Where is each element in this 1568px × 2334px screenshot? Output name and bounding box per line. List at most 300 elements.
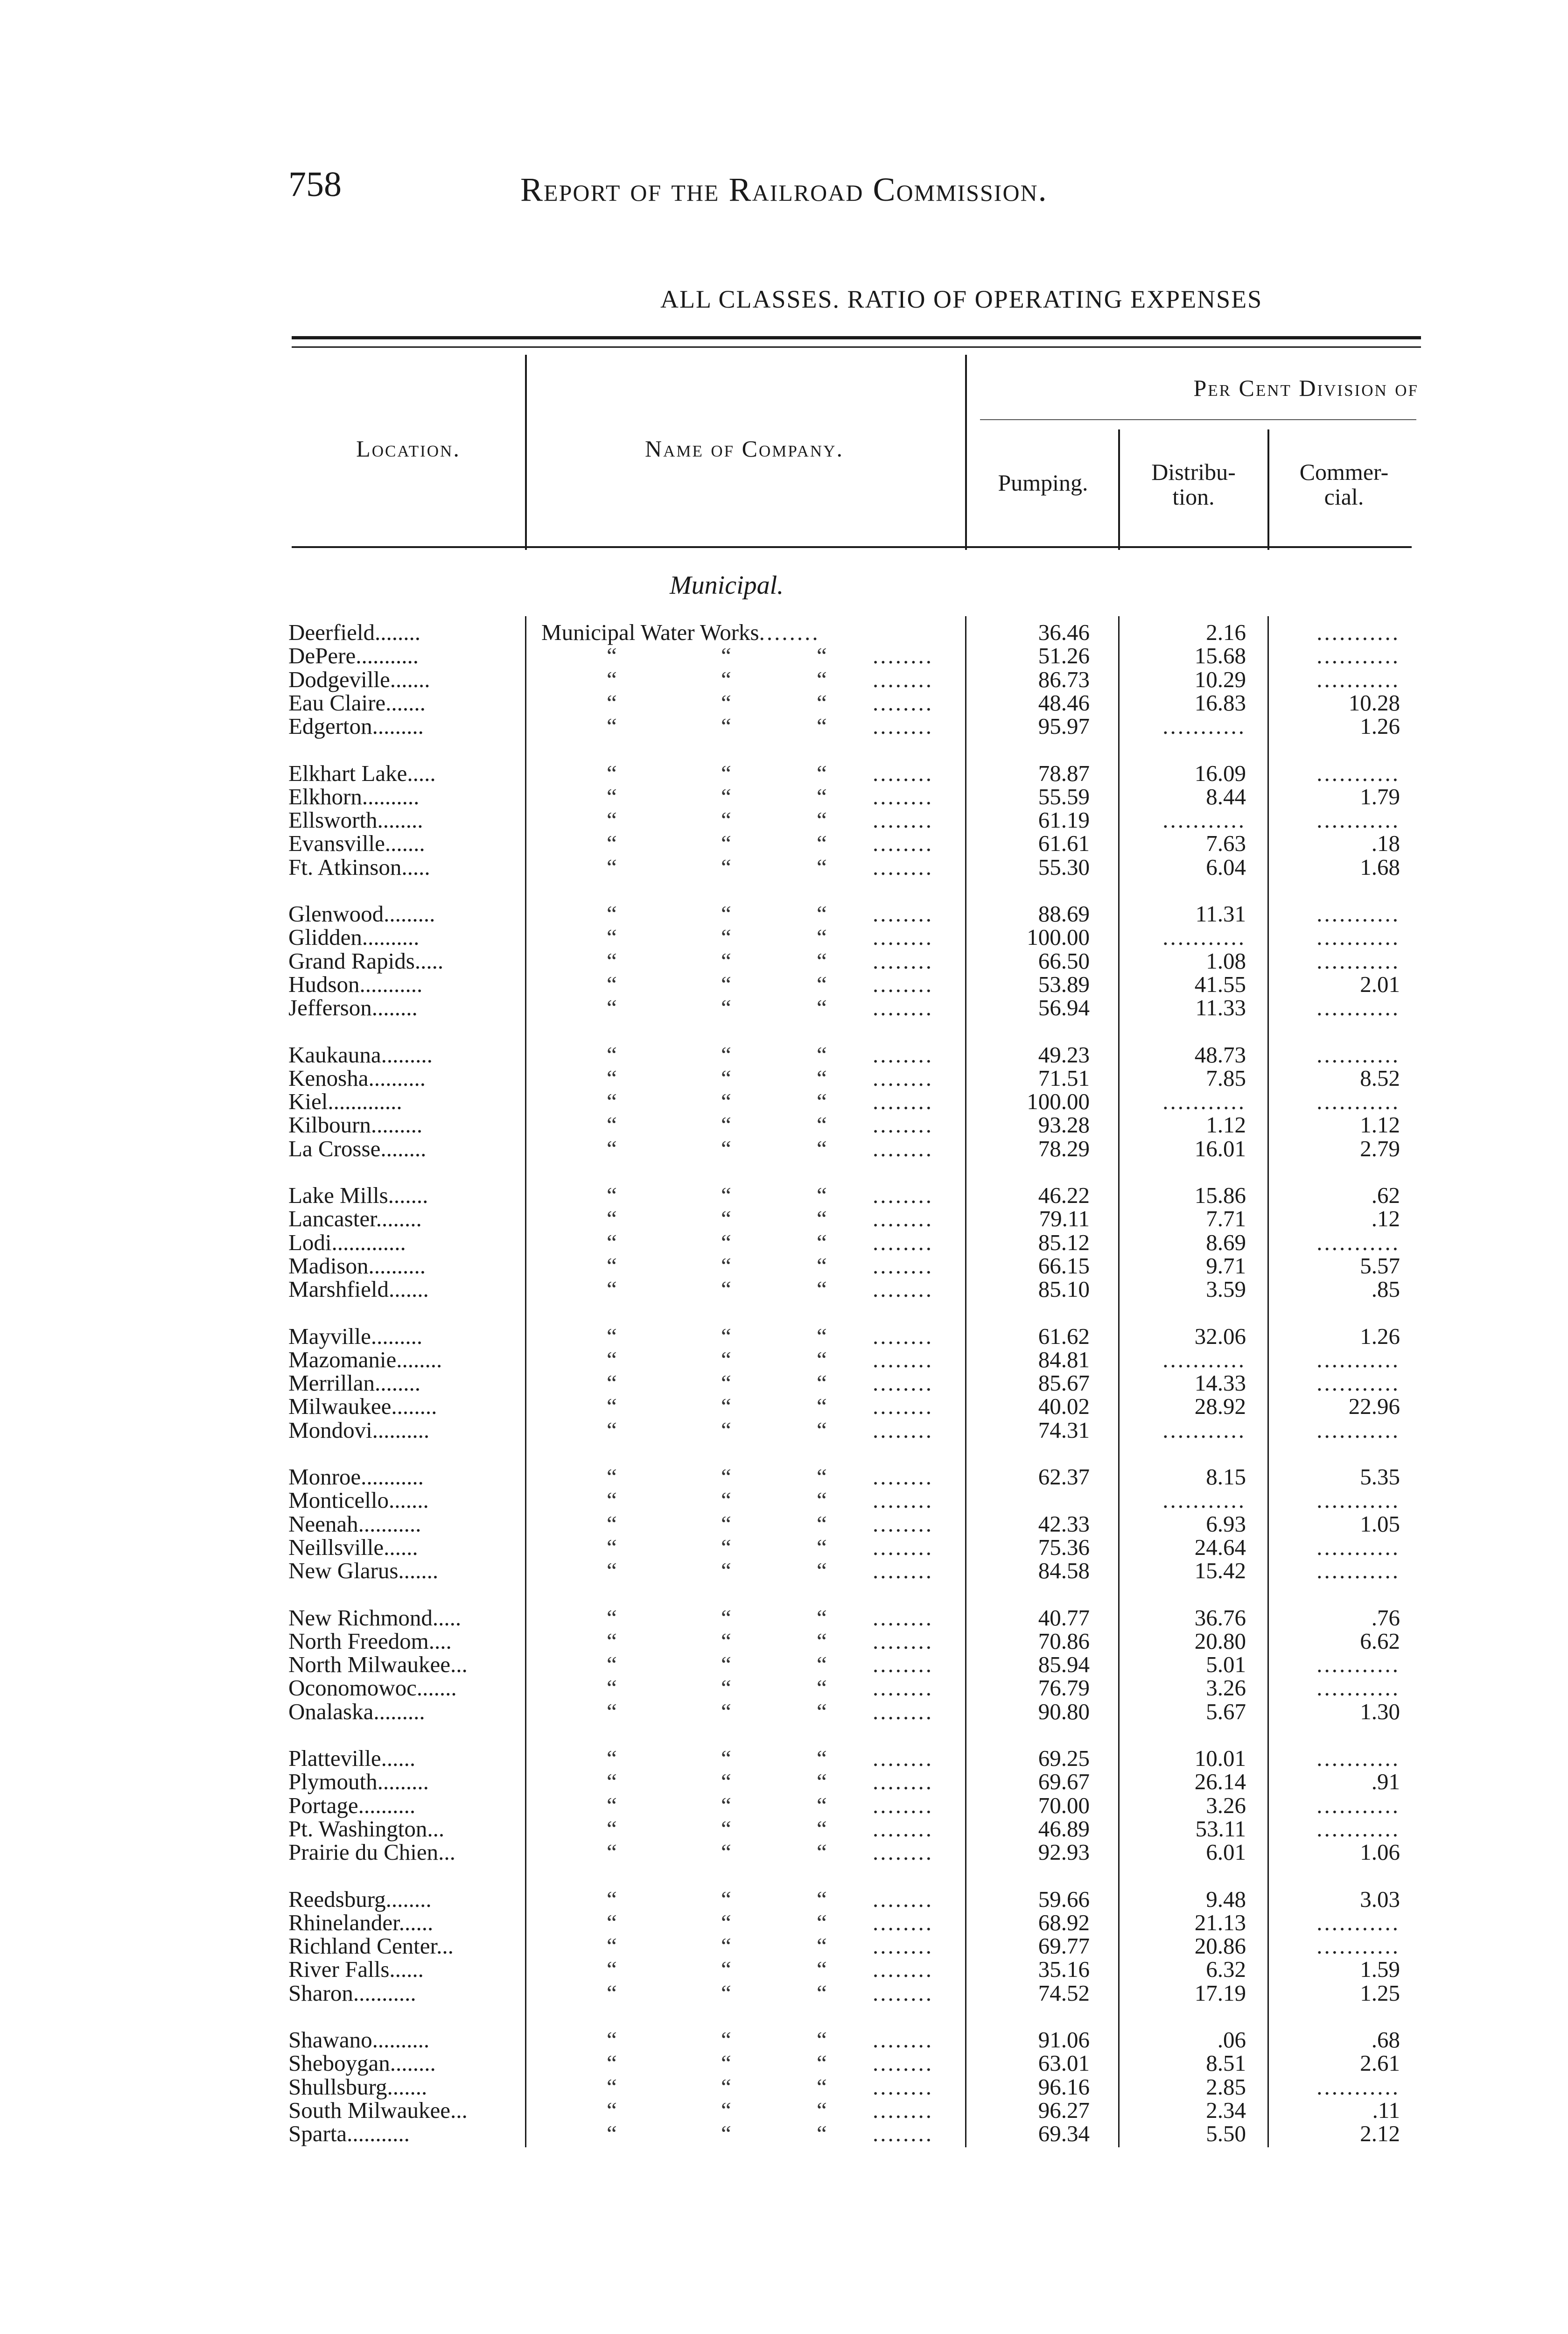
pumping-value: 61.62 (1038, 1323, 1090, 1349)
ditto-mark: “ (721, 1182, 731, 1208)
body-divider (525, 616, 526, 2147)
body-divider (1118, 616, 1120, 2147)
ditto-mark: “ (607, 1370, 617, 1396)
leader-dots: ........ (873, 1370, 933, 1396)
leader-dots: ........ (873, 1206, 933, 1231)
leader-dots: ........ (873, 1323, 933, 1349)
commercial-value: ........... (1316, 807, 1400, 833)
ditto-mark: “ (817, 995, 827, 1020)
location-cell: River Falls...... (288, 1956, 424, 1982)
location-cell: Sparta........... (288, 2121, 410, 2146)
location-cell: New Richmond..... (288, 1605, 462, 1631)
leader-dots: ........ (873, 948, 933, 974)
commercial-value: 2.12 (1360, 2121, 1400, 2146)
ditto-mark: “ (817, 901, 827, 927)
leader-dots: ........ (873, 924, 933, 950)
leader-dots: ........ (873, 1487, 933, 1513)
ditto-mark: “ (721, 1956, 731, 1982)
location-cell: Plymouth......... (288, 1769, 429, 1794)
leader-dots: ........ (873, 1136, 933, 1161)
pumping-value: 66.50 (1038, 948, 1090, 974)
distribution-value: 16.83 (1194, 690, 1246, 716)
ditto-mark: “ (817, 643, 827, 668)
ditto-mark: “ (607, 1839, 617, 1865)
pumping-value: 70.86 (1038, 1628, 1090, 1654)
ditto-mark: “ (817, 1511, 827, 1537)
pumping-value: 35.16 (1038, 1956, 1090, 1982)
distribution-value: 20.80 (1194, 1628, 1246, 1654)
ditto-mark: “ (817, 1276, 827, 1302)
ditto-mark: “ (607, 1112, 617, 1138)
leader-dots: ........ (873, 854, 933, 880)
ditto-mark: “ (607, 948, 617, 974)
ditto-mark: “ (607, 1793, 617, 1818)
ditto-mark: “ (721, 1487, 731, 1513)
location-cell: Dodgeville....... (288, 667, 430, 692)
pumping-value: 53.89 (1038, 971, 1090, 997)
leader-dots: ........ (873, 1816, 933, 1842)
commercial-value: ........... (1316, 1652, 1400, 1677)
ditto-mark: “ (721, 1089, 731, 1114)
distribution-value: 41.55 (1194, 971, 1246, 997)
commercial-value: .62 (1371, 1182, 1400, 1208)
ditto-mark: “ (817, 807, 827, 833)
leader-dots: ........ (873, 2050, 933, 2076)
ditto-mark: “ (721, 690, 731, 716)
ditto-mark: “ (817, 1699, 827, 1724)
leader-dots: ........ (873, 1652, 933, 1677)
column-divider (1267, 429, 1269, 550)
pumping-value: 55.30 (1038, 854, 1090, 880)
pumping-value: 69.34 (1038, 2121, 1090, 2146)
leader-dots: ........ (873, 1910, 933, 1935)
leader-dots: ........ (873, 1769, 933, 1794)
location-cell: Lodi............. (288, 1230, 406, 1255)
leader-dots: ........ (873, 1699, 933, 1724)
distribution-value: 15.86 (1194, 1182, 1246, 1208)
leader-dots: ........ (873, 1464, 933, 1490)
location-header: Location. (356, 436, 461, 462)
location-cell: North Milwaukee... (288, 1652, 468, 1677)
page-number: 758 (288, 165, 342, 204)
location-cell: Oconomowoc....... (288, 1675, 457, 1701)
location-cell: Mazomanie........ (288, 1347, 442, 1372)
ditto-mark: “ (721, 1933, 731, 1959)
ditto-mark: “ (817, 2050, 827, 2076)
pumping-value: 86.73 (1038, 667, 1090, 692)
ditto-mark: “ (817, 1652, 827, 1677)
distribution-value: 5.50 (1206, 2121, 1246, 2146)
column-divider (1118, 429, 1120, 550)
distribution-value: 3.59 (1206, 1276, 1246, 1302)
ditto-mark: “ (817, 1370, 827, 1396)
location-cell: New Glarus....... (288, 1558, 439, 1583)
pumping-value: 92.93 (1038, 1839, 1090, 1865)
location-cell: Neillsville...... (288, 1534, 418, 1560)
body-divider (965, 616, 966, 2147)
leader-dots: ........ (873, 2121, 933, 2146)
ditto-mark: “ (817, 1933, 827, 1959)
commercial-value: ........... (1316, 1910, 1400, 1935)
distribution-value: 1.12 (1206, 1112, 1246, 1138)
commercial-value: 1.25 (1360, 1980, 1400, 2006)
location-cell: Merrillan........ (288, 1370, 421, 1396)
commercial-value: ........... (1316, 1933, 1400, 1959)
per-cent-division-header: Per Cent Division of (1193, 375, 1419, 401)
distribution-value: ........... (1162, 1417, 1246, 1443)
commercial-value: ........... (1316, 1816, 1400, 1842)
ditto-mark: “ (607, 1933, 617, 1959)
commercial-value: 1.05 (1360, 1511, 1400, 1537)
ditto-mark: “ (607, 2097, 617, 2123)
ditto-mark: “ (607, 643, 617, 668)
distribution-value: 11.31 (1195, 901, 1246, 927)
pumping-value: 56.94 (1038, 995, 1090, 1020)
commercial-value: 22.96 (1348, 1393, 1400, 1419)
distribution-value: 6.32 (1206, 1956, 1246, 1982)
ditto-mark: “ (817, 1628, 827, 1654)
leader-dots: ........ (873, 1956, 933, 1982)
ditto-mark: “ (607, 1323, 617, 1349)
pumping-value: 75.36 (1038, 1534, 1090, 1560)
ditto-mark: “ (607, 1487, 617, 1513)
location-cell: Kiel............. (288, 1089, 402, 1114)
leader-dots: ........ (873, 1089, 933, 1114)
commercial-value: .11 (1372, 2097, 1400, 2123)
ditto-mark: “ (721, 2050, 731, 2076)
leader-dots: ........ (873, 1112, 933, 1138)
ditto-mark: “ (721, 1323, 731, 1349)
commercial-value: ........... (1316, 901, 1400, 927)
pumping-value: 90.80 (1038, 1699, 1090, 1724)
location-cell: Platteville...... (288, 1745, 416, 1771)
ditto-mark: “ (607, 1628, 617, 1654)
distribution-value: 2.16 (1206, 619, 1246, 645)
ditto-mark: “ (817, 1793, 827, 1818)
pumping-value: 66.15 (1038, 1253, 1090, 1279)
ditto-mark: “ (607, 713, 617, 739)
distribution-value: 1.08 (1206, 948, 1246, 974)
ditto-mark: “ (607, 1065, 617, 1091)
pumping-value: 74.31 (1038, 1417, 1090, 1443)
distribution-value: 5.67 (1206, 1699, 1246, 1724)
pumping-value: 76.79 (1038, 1675, 1090, 1701)
location-cell: Kenosha.......... (288, 1065, 426, 1091)
ditto-mark: “ (721, 995, 731, 1020)
ditto-mark: “ (721, 1230, 731, 1255)
distribution-value: ........... (1162, 924, 1246, 950)
distribution-value: 10.29 (1194, 667, 1246, 692)
pumping-value: 85.67 (1038, 1370, 1090, 1396)
ditto-mark: “ (721, 948, 731, 974)
leader-dots: ........ (873, 1393, 933, 1419)
ditto-mark: “ (607, 1534, 617, 1560)
ditto-mark: “ (817, 1464, 827, 1490)
ditto-mark: “ (817, 1839, 827, 1865)
ditto-mark: “ (607, 1816, 617, 1842)
pumping-value: 46.22 (1038, 1182, 1090, 1208)
ditto-mark: “ (607, 1699, 617, 1724)
distribution-value: 8.51 (1206, 2050, 1246, 2076)
pumping-value: 85.94 (1038, 1652, 1090, 1677)
ditto-mark: “ (607, 1980, 617, 2006)
leader-dots: ........ (873, 995, 933, 1020)
pumping-value: 61.61 (1038, 830, 1090, 856)
location-cell: Grand Rapids..... (288, 948, 444, 974)
ditto-mark: “ (721, 1839, 731, 1865)
distribution-value: 7.71 (1206, 1206, 1246, 1231)
leader-dots: ........ (873, 1417, 933, 1443)
ditto-mark: “ (721, 1769, 731, 1794)
commercial-value: 10.28 (1348, 690, 1400, 716)
ditto-mark: “ (721, 1816, 731, 1842)
ditto-mark: “ (721, 830, 731, 856)
leader-dots: ........ (873, 1793, 933, 1818)
distribution-value: 16.01 (1194, 1136, 1246, 1161)
ditto-mark: “ (817, 1816, 827, 1842)
distribution-value: 28.92 (1194, 1393, 1246, 1419)
pumping-value: 71.51 (1038, 1065, 1090, 1091)
commercial-value: .12 (1371, 1206, 1400, 1231)
ditto-mark: “ (721, 1253, 731, 1279)
distribution-value: 26.14 (1194, 1769, 1246, 1794)
distribution-value: 9.71 (1206, 1253, 1246, 1279)
header-bottom-rule (292, 546, 1412, 548)
ditto-mark: “ (607, 1652, 617, 1677)
ditto-mark: “ (817, 1417, 827, 1443)
distribution-value: 5.01 (1206, 1652, 1246, 1677)
leader-dots: ........ (873, 1276, 933, 1302)
distribution-value: 11.33 (1195, 995, 1246, 1020)
ditto-mark: “ (721, 1417, 731, 1443)
leader-dots: ........ (873, 690, 933, 716)
location-cell: North Freedom.... (288, 1628, 452, 1654)
pumping-value: 69.77 (1038, 1933, 1090, 1959)
distribution-value: ........... (1162, 1487, 1246, 1513)
commercial-value: 1.59 (1360, 1956, 1400, 1982)
distribution-value: 32.06 (1194, 1323, 1246, 1349)
ditto-mark: “ (817, 2121, 827, 2146)
pumping-value: 85.10 (1038, 1276, 1090, 1302)
distribution-value: 24.64 (1194, 1534, 1246, 1560)
location-cell: Shawano.......... (288, 2027, 430, 2053)
commercial-value: ........... (1316, 1347, 1400, 1372)
distribution-value: 15.42 (1194, 1558, 1246, 1583)
ditto-mark: “ (817, 1182, 827, 1208)
ditto-mark: “ (817, 2027, 827, 2053)
ditto-mark: “ (607, 1745, 617, 1771)
commercial-value: 6.62 (1360, 1628, 1400, 1654)
commercial-value: 2.01 (1360, 971, 1400, 997)
ditto-mark: “ (607, 1605, 617, 1631)
pumping-value: 55.59 (1038, 784, 1090, 809)
leader-dots: ........ (873, 643, 933, 668)
pumping-value: 63.01 (1038, 2050, 1090, 2076)
ditto-mark: “ (607, 1956, 617, 1982)
ditto-mark: “ (721, 807, 731, 833)
distribution-value: .06 (1217, 2027, 1246, 2053)
commercial-value: ........... (1316, 1370, 1400, 1396)
location-cell: Eau Claire....... (288, 690, 426, 716)
ditto-mark: “ (721, 901, 731, 927)
running-head: Report of the Railroad Commission. (520, 171, 1048, 208)
ditto-mark: “ (607, 1230, 617, 1255)
location-cell: Monroe........... (288, 1464, 424, 1490)
ditto-mark: “ (721, 1347, 731, 1372)
leader-dots: ........ (873, 760, 933, 786)
ditto-mark: “ (607, 995, 617, 1020)
ditto-mark: “ (607, 830, 617, 856)
ditto-mark: “ (607, 924, 617, 950)
ditto-mark: “ (607, 1276, 617, 1302)
distribution-value: 2.85 (1206, 2074, 1246, 2100)
pumping-value: 96.16 (1038, 2074, 1090, 2100)
ditto-mark: “ (817, 1136, 827, 1161)
distribution-value: 48.73 (1194, 1042, 1246, 1068)
ditto-mark: “ (817, 971, 827, 997)
ditto-mark: “ (817, 1393, 827, 1419)
ditto-mark: “ (817, 1558, 827, 1583)
distribution-value: 9.48 (1206, 1886, 1246, 1912)
leader-dots: ........ (873, 1839, 933, 1865)
ditto-mark: “ (607, 1464, 617, 1490)
pumping-value: 46.89 (1038, 1816, 1090, 1842)
commercial-value: 1.12 (1360, 1112, 1400, 1138)
location-cell: Madison.......... (288, 1253, 426, 1279)
pumping-value: 79.11 (1039, 1206, 1090, 1231)
leader-dots: ........ (873, 2074, 933, 2100)
distribution-value: 8.69 (1206, 1230, 1246, 1255)
ditto-mark: “ (721, 1793, 731, 1818)
commercial-value: .68 (1371, 2027, 1400, 2053)
location-cell: Rhinelander...... (288, 1910, 434, 1935)
location-cell: Sheboygan........ (288, 2050, 436, 2076)
commercial-value: 5.57 (1360, 1253, 1400, 1279)
pumping-value: 59.66 (1038, 1886, 1090, 1912)
location-cell: Hudson........... (288, 971, 423, 997)
distribution-header (1122, 460, 1265, 509)
location-cell: Richland Center... (288, 1933, 454, 1959)
ditto-mark: “ (817, 690, 827, 716)
leader-dots: ........ (873, 1628, 933, 1654)
distribution-value: 6.04 (1206, 854, 1246, 880)
ditto-mark: “ (817, 948, 827, 974)
location-cell: DePere........... (288, 643, 419, 668)
location-cell: Glidden.......... (288, 924, 420, 950)
commercial-value: ........... (1316, 1230, 1400, 1255)
distribution-value: 3.26 (1206, 1793, 1246, 1818)
ditto-mark: “ (607, 1910, 617, 1935)
leader-dots: ........ (873, 1745, 933, 1771)
leader-dots: ........ (873, 807, 933, 833)
pumping-value: 96.27 (1038, 2097, 1090, 2123)
commercial-value: ........... (1316, 1042, 1400, 1068)
distribution-value: 53.11 (1195, 1816, 1246, 1842)
ditto-mark: “ (817, 760, 827, 786)
pumping-value: 49.23 (1038, 1042, 1090, 1068)
commercial-value: ........... (1316, 643, 1400, 668)
ditto-mark: “ (607, 1769, 617, 1794)
pumping-value: 61.19 (1038, 807, 1090, 833)
company-header: Name of Company. (645, 436, 844, 462)
ditto-mark: “ (721, 667, 731, 692)
ditto-mark: “ (817, 1980, 827, 2006)
leader-dots: ........ (873, 1182, 933, 1208)
leader-dots: ........ (873, 1065, 933, 1091)
ditto-mark: “ (607, 760, 617, 786)
ditto-mark: “ (817, 1675, 827, 1701)
ditto-mark: “ (817, 667, 827, 692)
commercial-value: 2.79 (1360, 1136, 1400, 1161)
commercial-value: ........... (1316, 1793, 1400, 1818)
ditto-mark: “ (817, 1745, 827, 1771)
distribution-value: 14.33 (1194, 1370, 1246, 1396)
distribution-value: 16.09 (1194, 760, 1246, 786)
commercial-value: ........... (1316, 1675, 1400, 1701)
leader-dots: ........ (873, 1675, 933, 1701)
ditto-mark: “ (817, 1253, 827, 1279)
ditto-mark: “ (607, 2121, 617, 2146)
pumping-value: 42.33 (1038, 1511, 1090, 1537)
leader-dots: ........ (873, 2097, 933, 2123)
ditto-mark: “ (607, 1675, 617, 1701)
commercial-value: ........... (1316, 760, 1400, 786)
distribution-value: 7.85 (1206, 1065, 1246, 1091)
pumping-value: 91.06 (1038, 2027, 1090, 2053)
ditto-mark: “ (607, 667, 617, 692)
ditto-mark: “ (817, 1347, 827, 1372)
ditto-mark: “ (721, 2074, 731, 2100)
ditto-mark: “ (721, 1534, 731, 1560)
commercial-value: ........... (1316, 924, 1400, 950)
distribution-value: ........... (1162, 807, 1246, 833)
ditto-mark: “ (721, 1605, 731, 1631)
top-rule-thin (292, 346, 1421, 348)
leader-dots: ........ (873, 1558, 933, 1583)
ditto-mark: “ (817, 713, 827, 739)
commercial-value: .91 (1371, 1769, 1400, 1794)
commercial-header-line2: cial. (1324, 483, 1364, 510)
column-divider (525, 355, 527, 550)
ditto-mark: “ (607, 1182, 617, 1208)
commercial-value: 2.61 (1360, 2050, 1400, 2076)
ditto-mark: “ (721, 1745, 731, 1771)
location-cell: South Milwaukee... (288, 2097, 468, 2123)
pumping-value: 40.02 (1038, 1393, 1090, 1419)
ditto-mark: “ (721, 1886, 731, 1912)
ditto-mark: “ (721, 1910, 731, 1935)
pumping-value: 100.00 (1027, 1089, 1090, 1114)
location-cell: Mayville......... (288, 1323, 423, 1349)
ditto-mark: “ (721, 2027, 731, 2053)
ditto-mark: “ (721, 1206, 731, 1231)
ditto-mark: “ (721, 971, 731, 997)
ditto-mark: “ (721, 924, 731, 950)
distribution-value: 20.86 (1194, 1933, 1246, 1959)
location-cell: Mondovi.......... (288, 1417, 430, 1443)
ditto-mark: “ (817, 1323, 827, 1349)
pumping-value: 36.46 (1038, 619, 1090, 645)
body-divider (1267, 616, 1269, 2147)
distribution-value: 21.13 (1194, 1910, 1246, 1935)
ditto-mark: “ (607, 1042, 617, 1068)
leader-dots: ........ (873, 2027, 933, 2053)
location-cell: Prairie du Chien... (288, 1839, 455, 1865)
pumping-value: 78.29 (1038, 1136, 1090, 1161)
leader-dots: ........ (873, 971, 933, 997)
commercial-value: 1.06 (1360, 1839, 1400, 1865)
commercial-value: 1.26 (1360, 713, 1400, 739)
